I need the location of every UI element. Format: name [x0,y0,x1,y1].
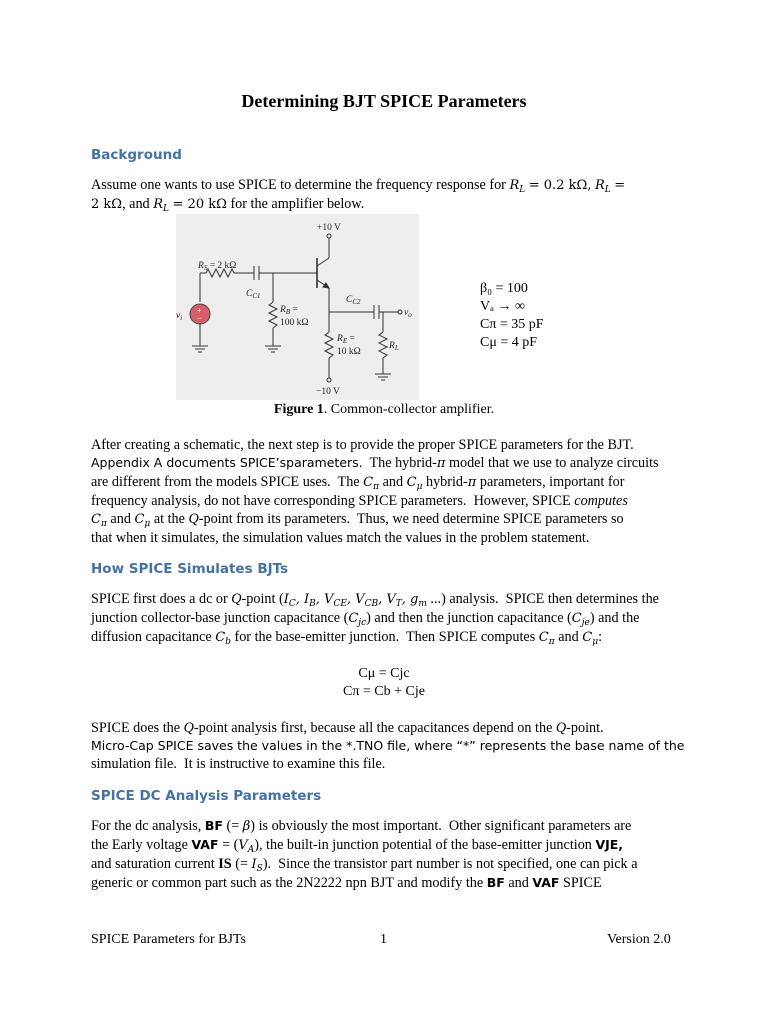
qpoint-paragraph: SPICE does the Q-point analysis first, because all the capacitances depend on the Q-point. Micro-Cap SPICE saves the values in the *.TNO file, where “*” represents the base name of the simulation file. It is instructive to examine this file. [91,720,685,772]
footer-page-number: 1 [380,932,387,947]
vee-terminal [327,378,331,382]
re-resistor [325,332,333,358]
vcc-terminal [327,234,331,238]
cc1-label: $C_{C1}$ [246,289,261,300]
footer-left: SPICE Parameters for BJTs [91,932,246,947]
rb-label: $R_B$ = [280,305,298,316]
section-heading-background: Background [91,147,182,163]
vo-terminal [398,310,402,314]
rs-label: $R_S = 2$ kΩ [198,261,237,272]
vi-label: $v_i$ [176,311,183,322]
rb-resistor [269,302,277,328]
rl-resistor [379,332,387,358]
section-heading-how-spice: How SPICE Simulates BJTs [91,561,289,577]
circuit-schematic [176,214,419,400]
section-heading-dc-params: SPICE DC Analysis Parameters [91,788,322,804]
param-beta: β₀ = 100 [480,281,528,296]
param-cpi: Cπ = 35 pF [480,317,544,332]
footer-version: Version 2.0 [607,932,671,947]
rb-value: 100 kΩ [280,318,309,328]
how-spice-paragraph: SPICE first does a dc or Q-point ($I_C$, $I_B$, $V_{CE}$, $V_{CB}$, $V_T$, $g_m$ ...) analysis. SPICE then determines the junction collector-base junction capacitance $(C_{jc})$ and then the junction capacitance $(C_{je})$ and the diffusion capacitance $C_b$ for the base-emitter junction. Then SPICE computes $C_\pi$ and $C_\mu$: [91,591,659,647]
re-value: 10 kΩ [337,347,361,357]
dc-params-paragraph: For the dc analysis, BF (= β) is obviously the most important. Other significant parameters are the Early voltage VAF = $(V_A)$, the built-in junction potential of the base-emitter junction VJE, and saturation current IS (= $I_S$). Since the transistor part number is not specified, one can pick a generic or common part such as the 2N2222 npn BJT and modify the BF and VAF SPICE [91,818,638,891]
vi-minus-sign: − [197,314,202,323]
param-va: Vₐ → ∞ [480,299,525,314]
vee-label: −10 V [316,387,340,397]
cc2-label: $C_{C2}$ [346,295,361,306]
page-title: Determining BJT SPICE Parameters [241,91,527,111]
vo-label: $v_o$ [404,308,412,319]
vi-plus-sign: + [197,306,202,315]
transistor-parameters [480,280,544,352]
schematic-paragraph: After creating a schematic, the next step is to provide the proper SPICE parameters for the BJT. Appendix A documents SPICE’sparameters. The hybrid-π model that we use to analyze circuits are different from the models SPICE uses. The $C_\pi$ and $C_\mu$ hybrid-π parameters, important for frequency analysis, do not have corresponding SPICE parameters. However, SPICE computes $C_\pi$ and $C_\mu$ at the Q-point from its parameters. Thus, we need determine SPICE parameters so that when it simulates, the simulation values match the values in the problem statement. [91,437,659,546]
equation-cpi: Cπ = Cb + Cje [343,684,425,699]
circuit-figure [176,214,419,400]
equation-cmu: Cμ = Cjc [358,666,410,681]
re-label: $R_E$ = [337,334,355,345]
param-cmu: Cμ = 4 pF [480,335,538,350]
background-paragraph: Assume one wants to use SPICE to determine the frequency response for $R_L = 0.2$ kΩ, $R_L$ = 2 kΩ, and $R_L = 20$ kΩ for the amplifier below. [91,177,626,214]
vcc-label: +10 V [317,223,341,233]
rl-label: $R_L$ [389,341,399,352]
figure-caption: Figure 1. Common-collector amplifier. [273,402,495,417]
